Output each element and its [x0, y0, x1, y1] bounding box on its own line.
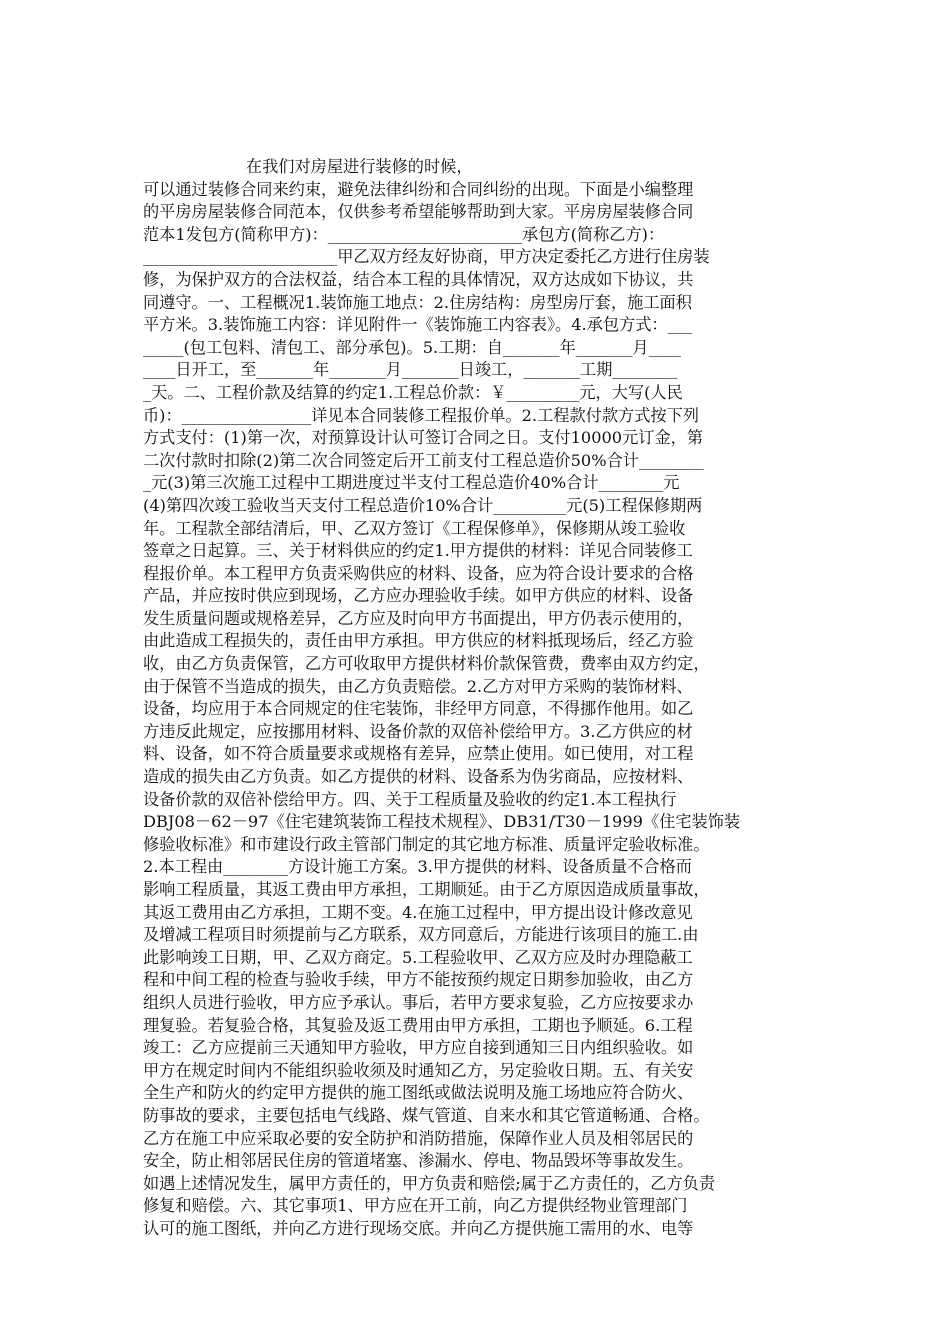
text-line: 此影响竣工日期，甲、乙双方商定。5.工程验收甲、乙双方应及时办理隐蔽工 [143, 947, 693, 967]
text-line: 由此造成工程损失的，责任由甲方承担。甲方供应的材料抵现场后，经乙方验 [143, 631, 694, 651]
text-line: 甲方在规定时间内不能组织验收须及时通知乙方，另定验收日期。五、有关安 [143, 1060, 694, 1080]
text-line: 范本1发包方(简称甲方)：________________________承包方(简称乙方)： [143, 224, 665, 244]
text-line: ____日开工，至_______年_______月_______日竣工，_______工期________ [143, 360, 678, 380]
text-line: _天。二、工程价款及结算的约定1.工程总价款：￥_________元，大写(人民 [143, 382, 683, 402]
text-line: 认可的施工图纸，并向乙方进行现场交底。并向乙方提供施工需用的水、电等 [143, 1218, 694, 1238]
text-line: 乙方在施工中应采取必要的安全防护和消防措施，保障作业人员及相邻居民的 [143, 1128, 694, 1148]
text-line: ________________________甲乙双方经友好协商，甲方决定委托乙方进行住房装 [143, 247, 710, 267]
text-line: 在我们对房屋进行装修的时候， [143, 157, 473, 176]
text-line: 防事故的要求，主要包括电气线路、煤气管道、自来水和其它管道畅通、合格。 [143, 1105, 710, 1125]
text-line: 可以通过装修合同来约束，避免法律纠纷和合同纠纷的出现。下面是小编整理 [143, 179, 694, 199]
text-line: 及增减工程项目时须提前与乙方联系，双方同意后，方能进行该项目的施工.由 [143, 925, 699, 945]
text-line: 修，为保护双方的合法权益，结合本工程的具体情况，双方达成如下协议，共 [143, 269, 694, 289]
text-line: 其返工费用由乙方承担，工期不变。4.在施工过程中，甲方提出设计修改意见 [143, 902, 693, 922]
text-line: 理复验。若复验合格，其复验及返工费用由甲方承担，工期也予顺延。6.工程 [143, 1015, 693, 1035]
text-line: 修验收标准》和市建设行政主管部门制定的其它地方标准、质量评定验收标准。 [143, 834, 710, 854]
text-line: 安全，防止相邻居民住房的管道堵塞、渗漏水、停电、物品毁坏等事故发生。 [143, 1151, 694, 1171]
text-line: 程报价单。本工程甲方负责采购供应的材料、设备，应为符合设计要求的合格 [143, 563, 694, 583]
text-line: _____(包工包料、清包工、部分承包)。5.工期：自_______年_______月____ [143, 337, 681, 357]
text-line: 2.本工程由________方设计施工方案。3.甲方提供的材料、设备质量不合格而 [143, 857, 692, 877]
text-line: DBJ08－62－97《住宅建筑装饰工程技术规程》、DB31/T30－1999《住宅装饰装 [143, 812, 741, 832]
text-line: 程和中间工程的检查与验收手续，甲方不能按预约规定日期参加验收，由乙方 [143, 970, 694, 990]
text-line: 签章之日起算。三、关于材料供应的约定1.甲方提供的材料：详见合同装修工 [143, 541, 693, 561]
text-line: 由于保管不当造成的损失，由乙方负责赔偿。2.乙方对甲方采购的装饰材料、 [143, 676, 693, 696]
text-line: 组织人员进行验收，甲方应予承认。事后，若甲方要求复验，乙方应按要求办 [143, 992, 694, 1012]
text-line: 设备价款的双倍补偿给甲方。四、关于工程质量及验收的约定1.本工程执行 [143, 789, 677, 809]
text-line: 料、设备，如不符合质量要求或规格有差异，应禁止使用。如已使用，对工程 [143, 744, 694, 764]
text-line: _元(3)第三次施工过程中工期进度过半支付工程总造价40%合计________元 [143, 473, 680, 493]
text-line: 影响工程质量，其返工费由甲方承担，工期顺延。由于乙方原因造成质量事故， [143, 880, 710, 899]
text-line: 产品，并应按时供应到现场，乙方应办理验收手续。如甲方供应的材料、设备 [143, 586, 694, 606]
text-line: 如遇上述情况发生，属甲方责任的，甲方负责和赔偿;属于乙方责任的，乙方负责 [143, 1173, 716, 1193]
text-line: 收，由乙方负责保管，乙方可收取甲方提供材料价款保管费，费率由双方约定， [143, 654, 710, 674]
text-line: 平方米。3.装饰施工内容：详见附件一《装饰施工内容表》。4.承包方式：___ [143, 315, 692, 335]
text-line: 竣工：乙方应提前三天通知甲方验收，甲方应自接到通知三日内组织验收。如 [143, 1038, 694, 1058]
text-line: 全生产和防火的约定甲方提供的施工图纸或做法说明及施工场地应符合防火、 [143, 1083, 694, 1103]
text-line: 币)：________________详见本合同装修工程报价单。2.工程款付款方式按下列 [143, 405, 699, 425]
body-text [143, 156, 813, 1241]
text-line: 修复和赔偿。六、其它事项1、甲方应在开工前，向乙方提供经物业管理部门 [143, 1196, 688, 1216]
text-line: 二次付款时扣除(2)第二次合同签定后开工前支付工程总造价50%合计________ [143, 450, 704, 470]
text-line: 方式支付：(1)第一次，对预算设计认可签订合同之日。支付10000元订金，第 [143, 428, 704, 448]
text-line: 方违反此规定，应按挪用材料、设备价款的双倍补偿给甲方。3.乙方供应的材 [143, 721, 693, 741]
text-line: 造成的损失由乙方负责。如乙方提供的材料、设备系为伪劣商品，应按材料、 [143, 767, 694, 787]
text-line: 同遵守。一、工程概况1.装饰施工地点：2.住房结构：房型房厅套，施工面积 [143, 292, 692, 312]
text-line: 发生质量问题或规格差异，乙方应及时向甲方书面提出，甲方仍表示使用的， [143, 608, 694, 628]
text-line: 的平房房屋装修合同范本，仅供参考希望能够帮助到大家。平房房屋装修合同 [143, 202, 694, 222]
text-line: 设备，均应用于本合同规定的住宅装饰，非经甲方同意，不得挪作他用。如乙 [143, 699, 694, 719]
text-line: (4)第四次竣工验收当天支付工程总造价10%合计_________元(5)工程保修期两 [143, 495, 703, 515]
text-line: 年。工程款全部结清后，甲、乙双方签订《工程保修单》，保修期从竣工验收 [143, 518, 686, 538]
